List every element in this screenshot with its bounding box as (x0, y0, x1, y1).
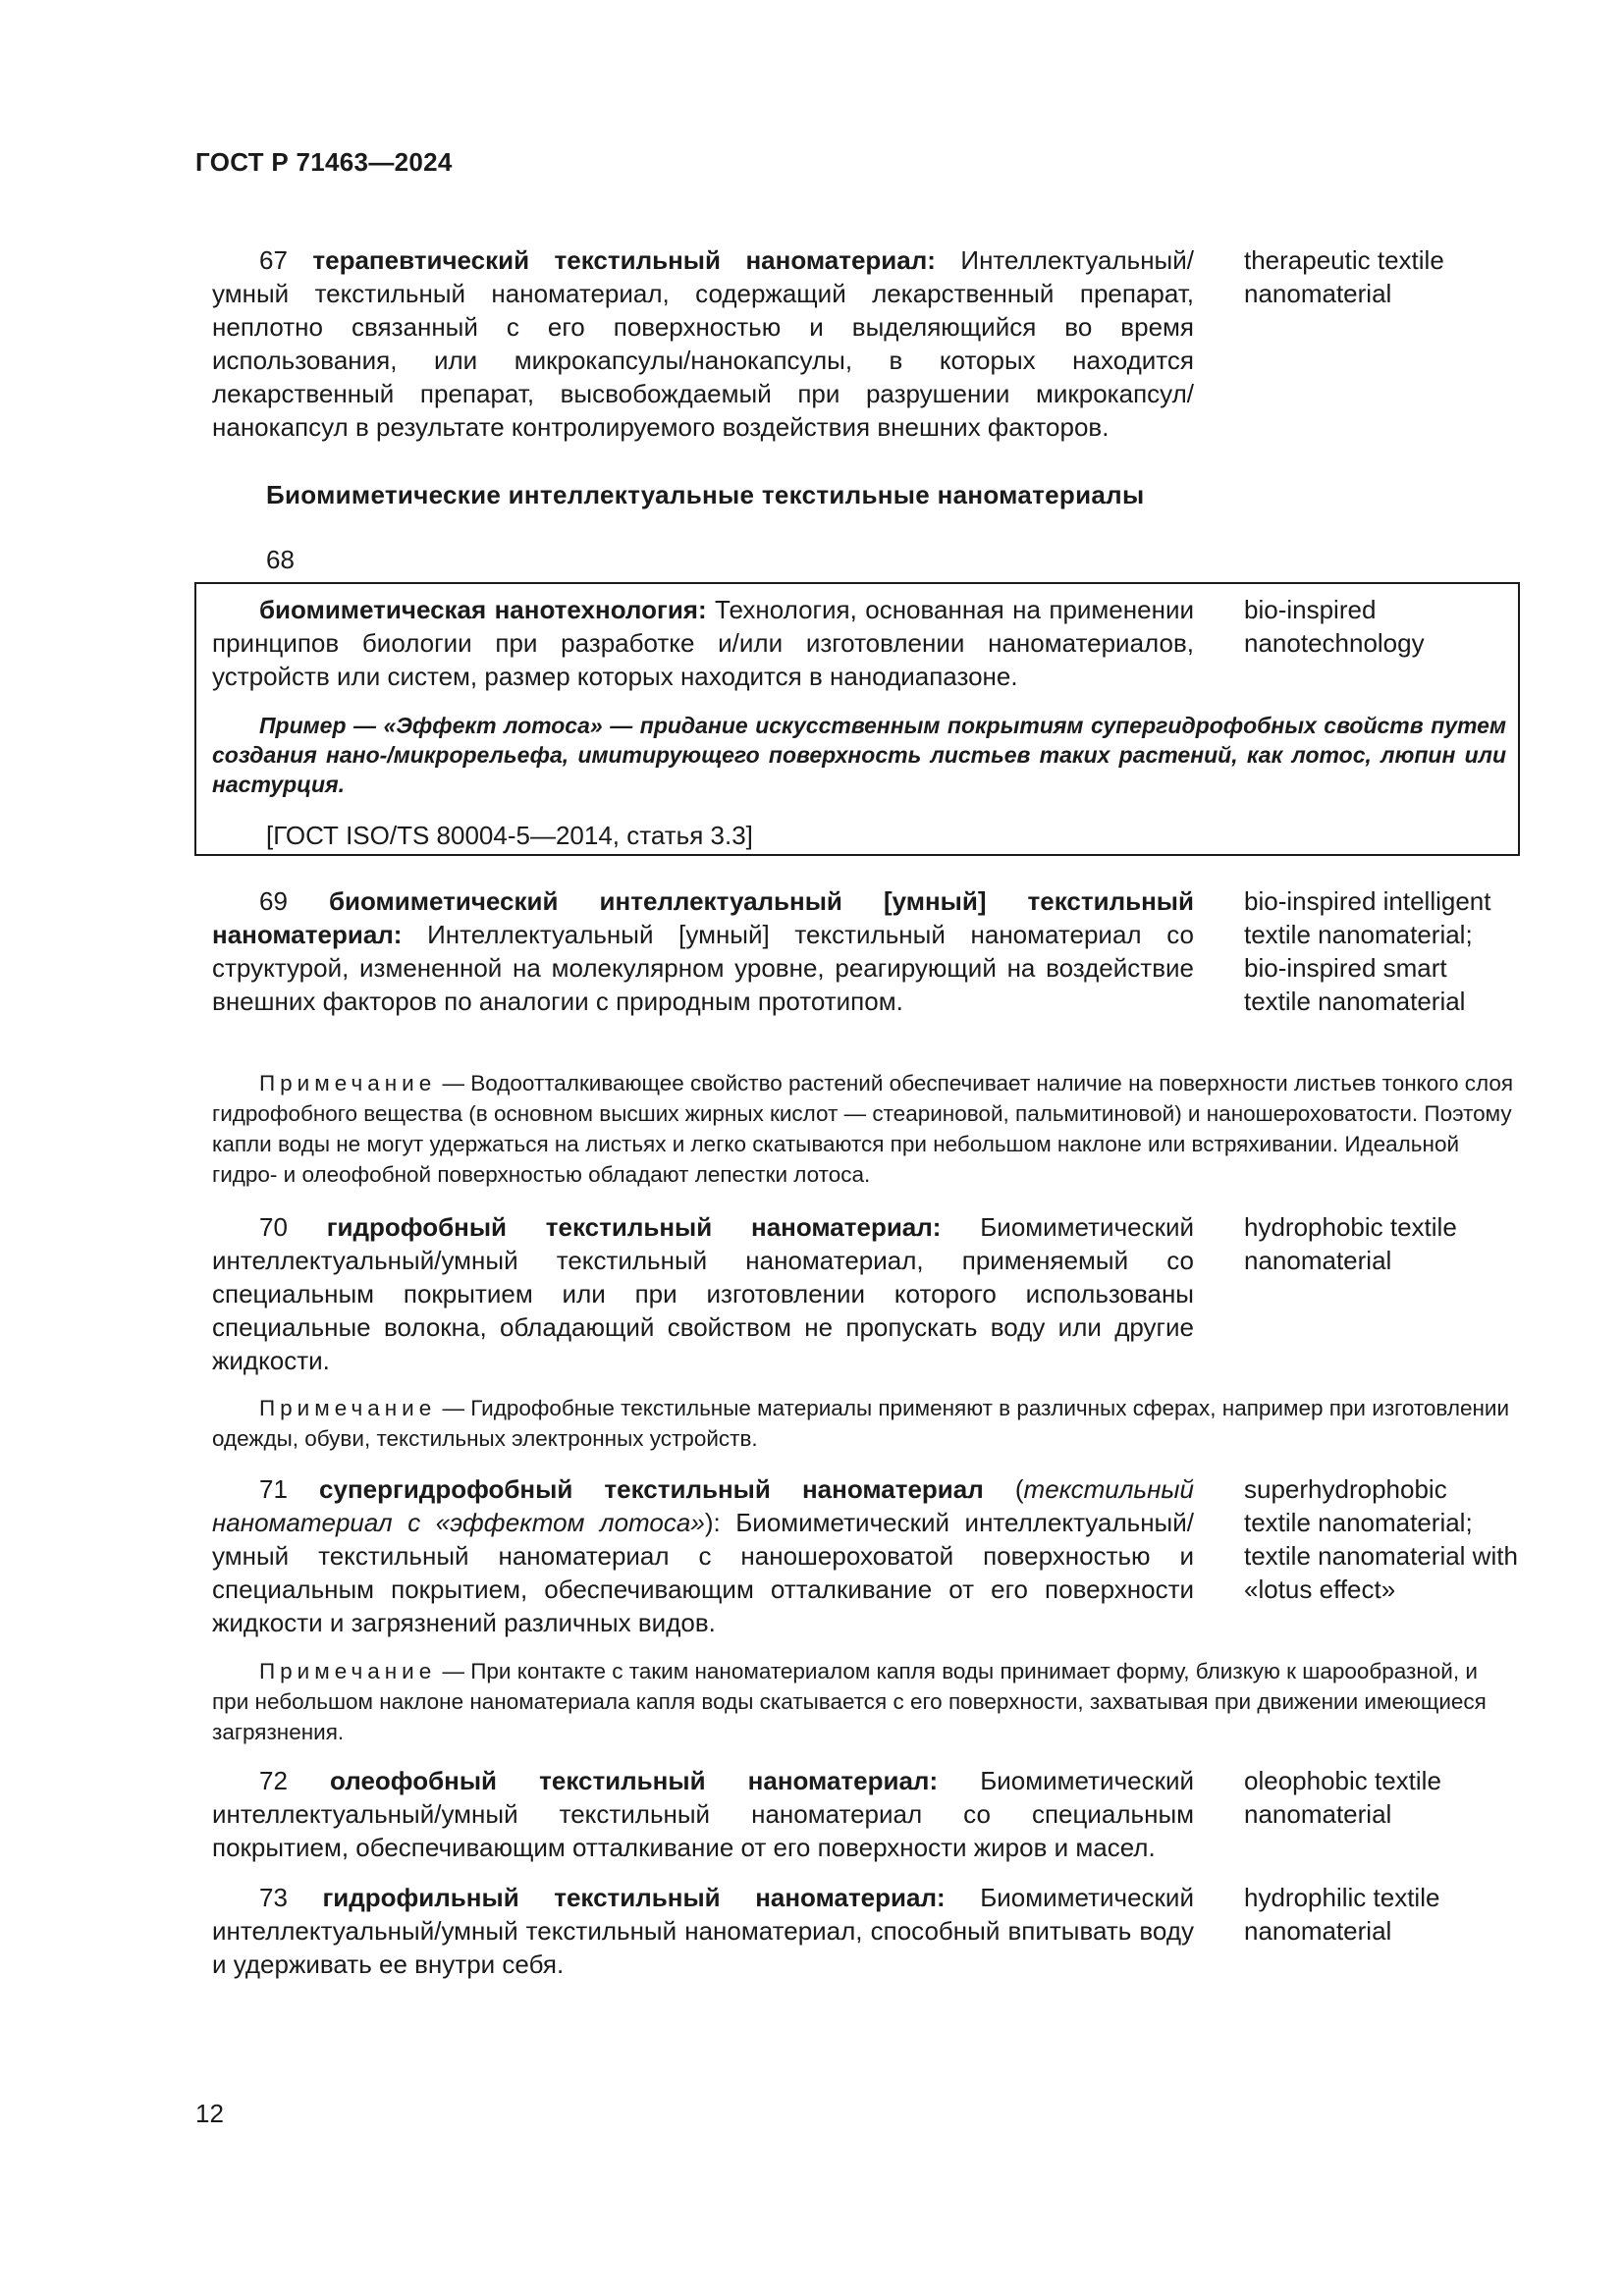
term-71-note (212, 1656, 1519, 1747)
term-67-number: 67 (259, 245, 288, 275)
term-68-number: 68 (266, 545, 295, 574)
term-68-title: биомиметическая нанотехнология: (259, 595, 707, 624)
term-67-en: therapeutic textile nanomaterial (1244, 245, 1444, 308)
term-70-ru (212, 1210, 1194, 1377)
term-71-alt-close: ): (704, 1508, 721, 1537)
note-label: Примечание (259, 1396, 437, 1420)
page-number: 12 (195, 2099, 224, 2128)
term-71-en-2: textile nanomaterial with «lotus effect» (1244, 1541, 1518, 1604)
term-67-title: терапевтический текстильный наноматериал: (312, 245, 936, 275)
term-68-source: [ГОСТ ISO/TS 80004-5—2014, статья 3.3] (266, 821, 753, 850)
term-67-ru (212, 243, 1194, 444)
term-69-title: биомиметический интеллектуальный [умный] текстильный наноматериал: (212, 886, 1194, 949)
term-68-ru (212, 593, 1194, 693)
term-68-definition: Технология, основанная на применении принципов биологии при разработке и/или изготовлении наноматериалов, устройств или систем, размер которых находится в нанодиапазоне. (212, 595, 1194, 691)
term-67-definition: Интеллектуальный/ умный текстильный наноматериал, содержащий лекарственный препарат, неплотно связанный с его поверхностью и выделяющийся во время использования, или микрокапсулы/нанокапсулы, в которых находится лекарственный препарат, высвобождаемый при разрушении микрокапсул/нанокапсул в результате контролируемого воздействия внешних факторов. (212, 245, 1194, 442)
term-72-ru (212, 1764, 1194, 1864)
term-70-title: гидрофобный текстильный наноматериал: (326, 1212, 942, 1242)
document-header: ГОСТ Р 71463—2024 (195, 147, 453, 177)
term-70-number: 70 (259, 1212, 288, 1242)
term-70-en: hydrophobic textile nanomaterial (1244, 1212, 1457, 1275)
term-71-ru (212, 1472, 1194, 1639)
note-text: — При контакте с таким наноматериалом капля воды принимает форму, близкую к шарообразной, и при небольшом наклоне наноматериала капля воды скатывается с его поверхности, захватывая при движении имеющиеся загрязнения. (212, 1659, 1487, 1744)
term-69-note (212, 1068, 1519, 1190)
term-73-ru (212, 1881, 1194, 1981)
term-69-definition: Интеллектуальный [умный] текстильный наноматериал со структурой, измененной на молекулярном уровне, реагирующий на воздействие внешних факторов по аналогии с природным прототипом. (212, 920, 1194, 1016)
term-72-title: олеофобный текстильный наноматериал: (330, 1766, 939, 1795)
term-68-example: Пример — «Эффект лотоса» — придание искусственным покрытиям супергидрофобных свойств путем создания нано-/микрорельефа, имитирующего поверхность листьев таких растений, как лотос, люпин или настурция. (212, 713, 1506, 797)
term-71-number: 71 (259, 1474, 288, 1504)
note-label: Примечание (259, 1659, 437, 1683)
term-69-en (1244, 884, 1519, 1018)
note-text: — Гидрофобные текстильные материалы применяют в различных сферах, например при изготовлении одежды, обуви, текстильных электронных устройств. (212, 1396, 1510, 1451)
term-71-alt-term: текстильный наноматериал с «эффектом лотоса» (212, 1474, 1194, 1537)
term-69-number: 69 (259, 886, 288, 916)
term-72-definition: Биомиметический интеллектуальный/умный текстильный наноматериал со специальным покрытием, обеспечивающим отталкивание от его поверхности жиров и масел. (212, 1766, 1194, 1862)
term-71-en-1: superhydrophobic textile nanomaterial; (1244, 1474, 1473, 1537)
term-71-title: супергидрофобный текстильный наноматериал (319, 1474, 984, 1504)
term-71-alt-open: ( (1014, 1474, 1024, 1504)
note-text: — Водоотталкивающее свойство растений обеспечивает наличие на поверхности листьев тонкого слоя гидрофобного вещества (в основном высших жирных кислот — стеариновой, пальмитиновой) и наношероховатости. Поэтому капли воды не могут удержаться на листьях и легко скатываются при небольшом наклоне или встряхивании. Идеальной гидро- и олеофобной поверхностью обладают лепестки лотоса. (212, 1071, 1514, 1187)
term-70-definition: Биомиметический интеллектуальный/умный текстильный наноматериал, применяемый со специальным покрытием или при изготовлении которого использованы специальные волокна, обладающий свойством не пропускать воду или другие жидкости. (212, 1212, 1195, 1375)
term-73-en: hydrophilic textile nanomaterial (1244, 1883, 1440, 1946)
term-70-note (212, 1393, 1519, 1454)
section-heading: Биомиметические интеллектуальные текстильные наноматериалы (266, 480, 1145, 509)
term-71-definition: Биомиметический интеллектуальный/умный текстильный наноматериал с наношероховатой поверхностью и специальным покрытием, обеспечивающим отталкивание от его поверхности жидкости и загрязнений различных видов. (212, 1508, 1194, 1637)
term-69-en-1: bio-inspired intelligent textile nanomaterial; (1244, 886, 1491, 949)
term-73-number: 73 (259, 1883, 288, 1912)
term-72-number: 72 (259, 1766, 288, 1795)
term-68-en: bio-inspired nanotechnology (1244, 595, 1425, 658)
term-72-en: oleophobic textile nanomaterial (1244, 1766, 1441, 1829)
term-73-title: гидрофильный текстильный наноматериал: (322, 1883, 946, 1912)
term-73-definition: Биомиметический интеллектуальный/умный текстильный наноматериал, способный впитывать воду и удерживать ее внутри себя. (212, 1883, 1194, 1979)
term-69-ru (212, 884, 1194, 1018)
term-69-en-2: bio-inspired smart textile nanomaterial (1244, 953, 1466, 1016)
note-label: Примечание (259, 1071, 437, 1095)
term-71-en (1244, 1472, 1519, 1606)
